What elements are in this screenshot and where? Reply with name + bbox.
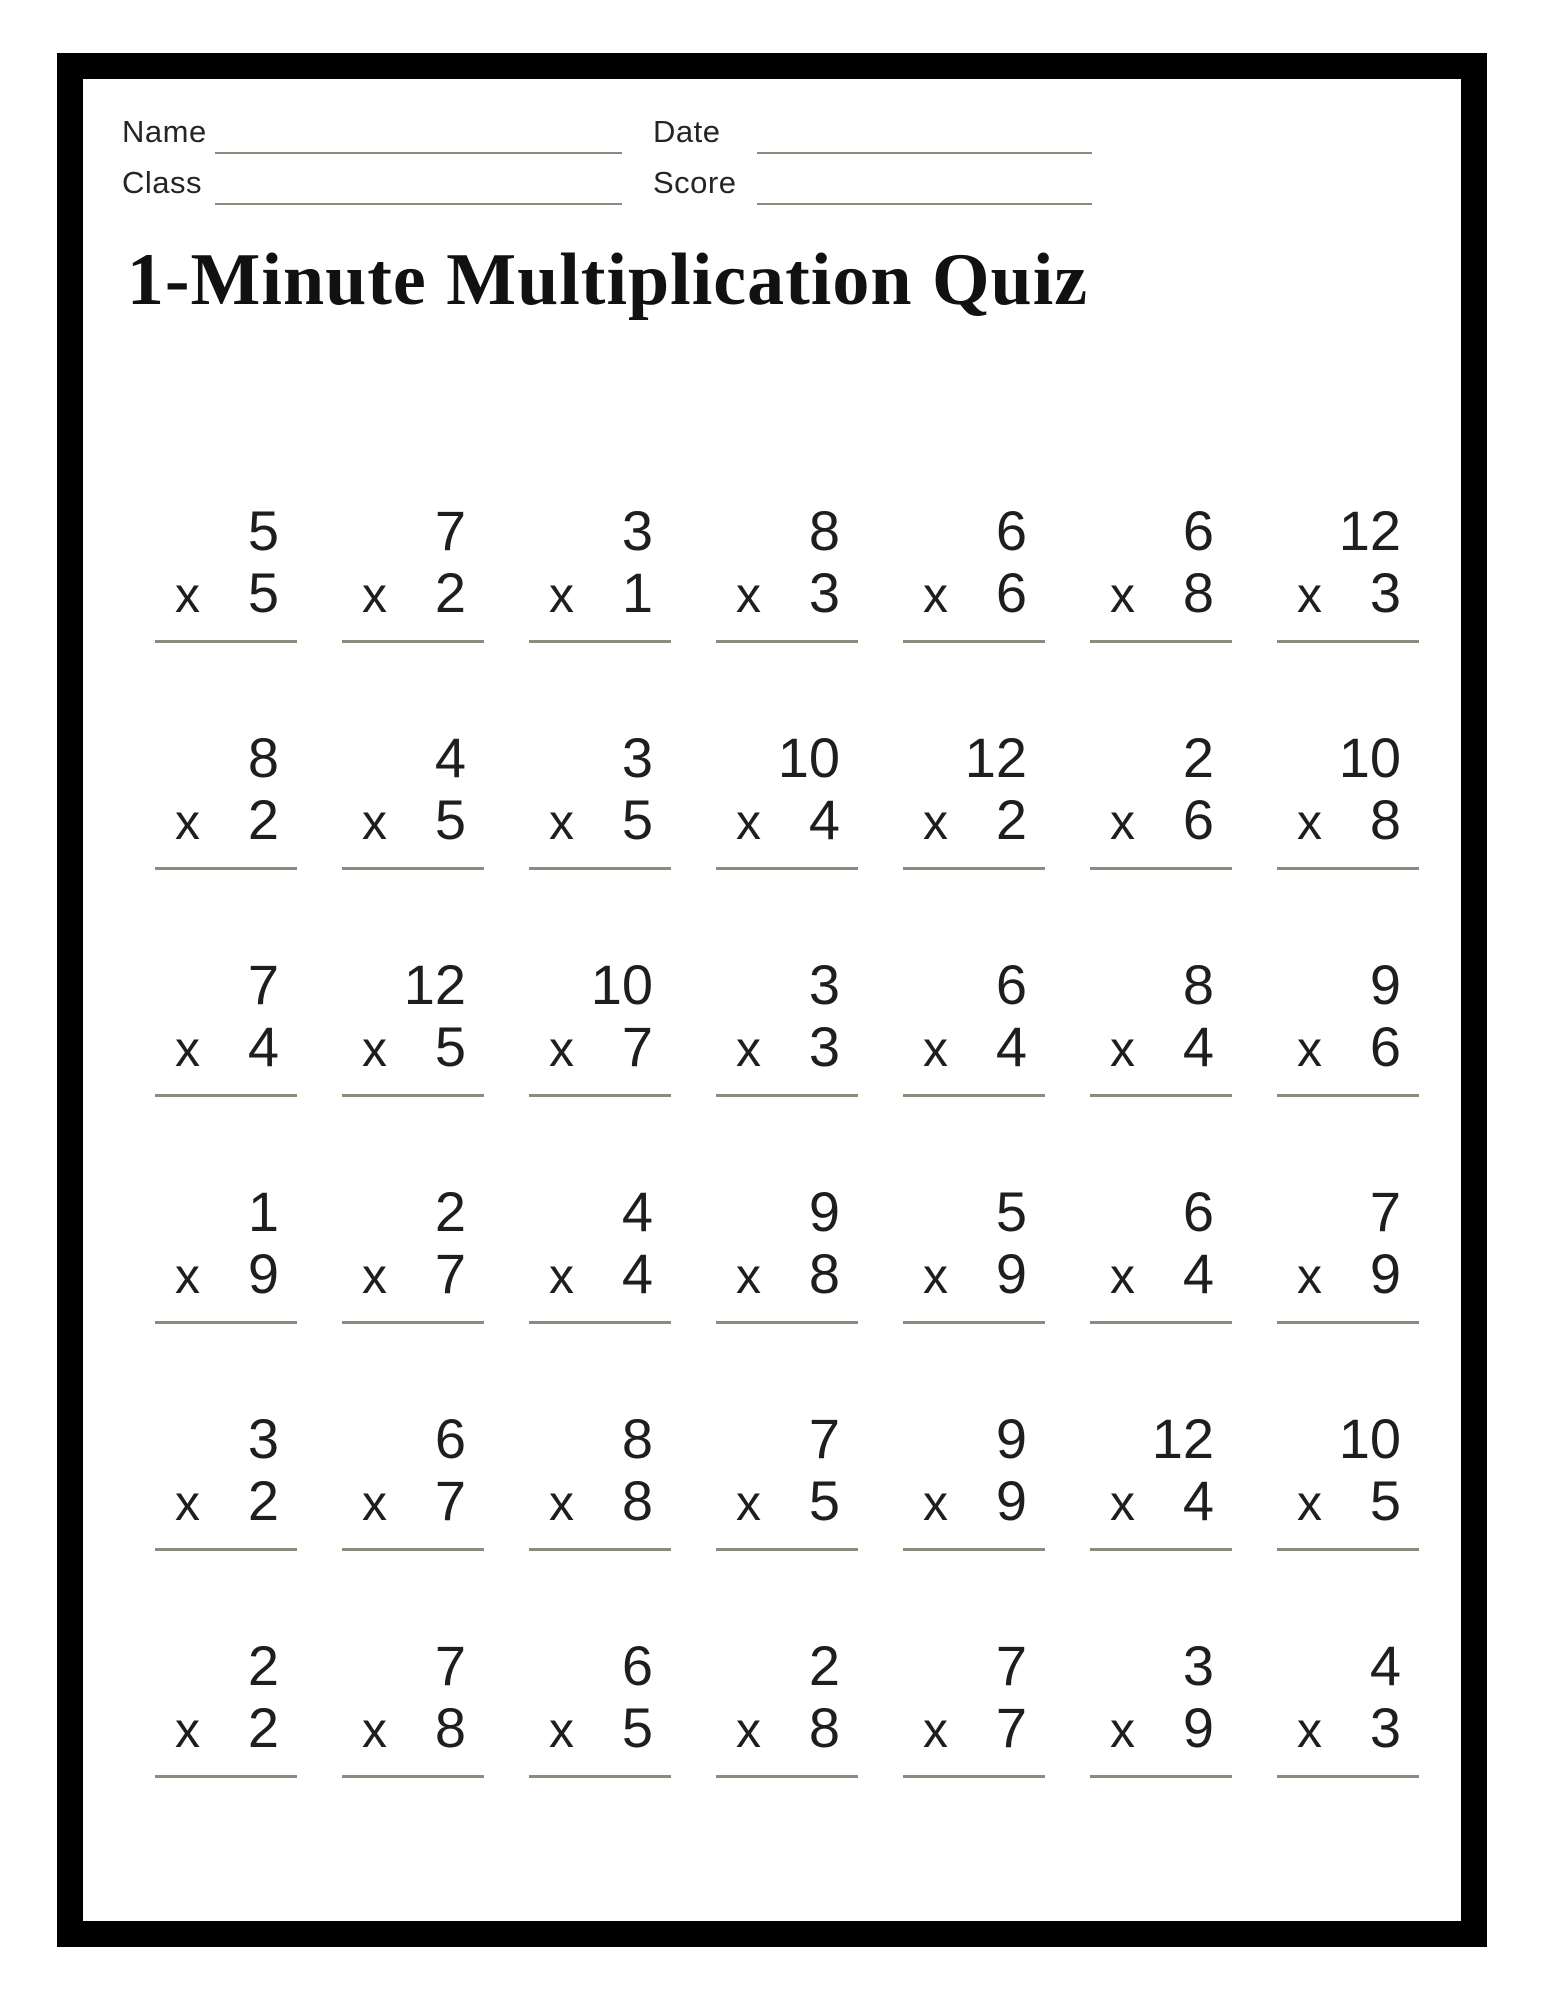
multiply-operator: x (362, 567, 387, 623)
multiplier-row (1090, 789, 1232, 853)
problem-r1-c5 (903, 495, 1045, 643)
multiplier-row (529, 1470, 671, 1534)
header-row-2 (0, 163, 1545, 205)
multiplier: 8 (808, 1696, 840, 1759)
multiply-operator: x (175, 1475, 200, 1531)
multiplicand: 6 (995, 953, 1027, 1016)
multiplier: 6 (995, 561, 1027, 624)
problem-r2-c2 (342, 722, 484, 870)
multiply-operator: x (1110, 1021, 1135, 1077)
answer-line[interactable] (529, 640, 671, 643)
answer-line[interactable] (1090, 1321, 1232, 1324)
multiplicand: 6 (621, 1634, 653, 1697)
multiplicand: 8 (808, 499, 840, 562)
problem-r2-c3 (529, 722, 671, 870)
answer-line[interactable] (1277, 640, 1419, 643)
answer-line[interactable] (529, 1321, 671, 1324)
multiply-operator: x (736, 1248, 761, 1304)
multiplier-row (342, 1697, 484, 1761)
multiplier-row (1277, 1016, 1419, 1080)
multiply-operator: x (549, 1475, 574, 1531)
multiply-operator: x (1297, 794, 1322, 850)
multiplicand: 7 (995, 1634, 1027, 1697)
multiplier-row (716, 1016, 858, 1080)
multiply-operator: x (175, 794, 200, 850)
multiplier: 8 (434, 1696, 466, 1759)
multiply-operator: x (923, 1475, 948, 1531)
multiplicand: 2 (808, 1634, 840, 1697)
multiplier: 9 (247, 1242, 279, 1305)
answer-line[interactable] (903, 1548, 1045, 1551)
multiply-operator: x (923, 1248, 948, 1304)
multiplicand: 9 (1369, 953, 1401, 1016)
multiplier: 7 (434, 1469, 466, 1532)
multiply-operator: x (736, 567, 761, 623)
problem-r5-c1 (155, 1403, 297, 1551)
multiplicand: 12 (964, 726, 1027, 789)
multiplier: 8 (1182, 561, 1214, 624)
multiplicand: 8 (247, 726, 279, 789)
multiplier: 2 (247, 788, 279, 851)
multiplicand: 3 (621, 726, 653, 789)
problems-grid (155, 495, 1419, 1778)
problem-r4-c2 (342, 1176, 484, 1324)
multiply-operator: x (736, 1475, 761, 1531)
multiplicand: 2 (1182, 726, 1214, 789)
answer-line[interactable] (529, 1548, 671, 1551)
multiplier: 6 (1369, 1015, 1401, 1078)
multiplier: 6 (1182, 788, 1214, 851)
multiplier: 8 (621, 1469, 653, 1532)
answer-line[interactable] (903, 1094, 1045, 1097)
multiplier: 5 (808, 1469, 840, 1532)
multiplier-row (903, 562, 1045, 626)
multiplier: 5 (621, 788, 653, 851)
multiplicand: 9 (995, 1407, 1027, 1470)
multiply-operator: x (362, 1702, 387, 1758)
answer-line[interactable] (529, 1094, 671, 1097)
answer-line[interactable] (903, 867, 1045, 870)
multiply-operator: x (923, 567, 948, 623)
multiplier: 3 (1369, 561, 1401, 624)
problem-r6-c1 (155, 1630, 297, 1778)
problem-r2-c6 (1090, 722, 1232, 870)
multiplier-row (1090, 1697, 1232, 1761)
multiplicand: 5 (995, 1180, 1027, 1243)
multiplier: 5 (1369, 1469, 1401, 1532)
multiplier: 9 (995, 1469, 1027, 1532)
multiplier-row (342, 1470, 484, 1534)
multiplier-row (903, 1470, 1045, 1534)
multiplicand: 2 (247, 1634, 279, 1697)
problem-r1-c6 (1090, 495, 1232, 643)
answer-line[interactable] (342, 1321, 484, 1324)
answer-line[interactable] (342, 1548, 484, 1551)
multiply-operator: x (1297, 1248, 1322, 1304)
multiplicand: 5 (247, 499, 279, 562)
page-title: 1-Minute Multiplication Quiz (126, 239, 1089, 321)
multiplicand: 10 (1338, 1407, 1401, 1470)
problem-r5-c3 (529, 1403, 671, 1551)
multiplier-row (716, 789, 858, 853)
problem-r5-c5 (903, 1403, 1045, 1551)
multiplicand: 1 (247, 1180, 279, 1243)
problem-r2-c7 (1277, 722, 1419, 870)
multiplicand: 7 (247, 953, 279, 1016)
answer-line[interactable] (716, 1775, 858, 1778)
score-input-line[interactable] (757, 203, 1092, 205)
multiplier-row (1090, 562, 1232, 626)
multiplier: 4 (1182, 1469, 1214, 1532)
problem-r6-c5 (903, 1630, 1045, 1778)
problem-r5-c7 (1277, 1403, 1419, 1551)
multiply-operator: x (1297, 1475, 1322, 1531)
answer-line[interactable] (1090, 1775, 1232, 1778)
problem-r1-c3 (529, 495, 671, 643)
problem-r2-c4 (716, 722, 858, 870)
multiply-operator: x (1110, 567, 1135, 623)
problem-r4-c5 (903, 1176, 1045, 1324)
multiplier-row (903, 1243, 1045, 1307)
multiplicand: 6 (1182, 1180, 1214, 1243)
multiplier-row (155, 1016, 297, 1080)
multiply-operator: x (362, 1475, 387, 1531)
multiplicand: 4 (621, 1180, 653, 1243)
multiplier: 9 (995, 1242, 1027, 1305)
problem-r5-c2 (342, 1403, 484, 1551)
answer-line[interactable] (342, 640, 484, 643)
multiplier: 4 (621, 1242, 653, 1305)
problem-r4-c4 (716, 1176, 858, 1324)
multiply-operator: x (549, 1248, 574, 1304)
multiplier: 4 (247, 1015, 279, 1078)
answer-line[interactable] (342, 867, 484, 870)
multiply-operator: x (1297, 567, 1322, 623)
multiplicand: 3 (621, 499, 653, 562)
multiply-operator: x (1297, 1021, 1322, 1077)
multiply-operator: x (549, 1021, 574, 1077)
multiplicand: 4 (434, 726, 466, 789)
answer-line[interactable] (716, 1548, 858, 1551)
answer-line[interactable] (716, 1094, 858, 1097)
multiplier-row (1277, 562, 1419, 626)
multiplier: 9 (1369, 1242, 1401, 1305)
problem-r6-c2 (342, 1630, 484, 1778)
problem-r4-c6 (1090, 1176, 1232, 1324)
multiplier-row (342, 789, 484, 853)
problem-r3-c1 (155, 949, 297, 1097)
multiplier: 8 (1369, 788, 1401, 851)
problem-r1-c7 (1277, 495, 1419, 643)
problem-r6-c6 (1090, 1630, 1232, 1778)
problem-r1-c2 (342, 495, 484, 643)
problem-r3-c7 (1277, 949, 1419, 1097)
answer-line[interactable] (1277, 867, 1419, 870)
multiplicand: 2 (434, 1180, 466, 1243)
multiply-operator: x (362, 1248, 387, 1304)
problem-r1-c1 (155, 495, 297, 643)
answer-line[interactable] (155, 640, 297, 643)
header-row-1 (0, 112, 1545, 154)
problem-r4-c3 (529, 1176, 671, 1324)
multiplicand: 7 (434, 499, 466, 562)
multiplicand: 12 (1151, 1407, 1214, 1470)
problem-r4-c1 (155, 1176, 297, 1324)
multiplier: 7 (621, 1015, 653, 1078)
multiplicand: 7 (808, 1407, 840, 1470)
multiplier: 5 (434, 788, 466, 851)
multiplier-row (529, 1016, 671, 1080)
answer-line[interactable] (1277, 1321, 1419, 1324)
answer-line[interactable] (155, 1094, 297, 1097)
answer-line[interactable] (529, 867, 671, 870)
multiply-operator: x (1110, 794, 1135, 850)
multiply-operator: x (923, 794, 948, 850)
multiply-operator: x (736, 1021, 761, 1077)
multiplier: 7 (995, 1696, 1027, 1759)
answer-line[interactable] (1277, 1548, 1419, 1551)
multiplier: 9 (1182, 1696, 1214, 1759)
score-label: Score (653, 165, 737, 200)
multiplier-row (1090, 1243, 1232, 1307)
answer-line[interactable] (155, 1548, 297, 1551)
answer-line[interactable] (155, 867, 297, 870)
problem-r1-c4 (716, 495, 858, 643)
multiplier-row (155, 1697, 297, 1761)
multiply-operator: x (1110, 1702, 1135, 1758)
multiply-operator: x (1297, 1702, 1322, 1758)
class-input-line[interactable] (215, 203, 622, 205)
answer-line[interactable] (903, 1321, 1045, 1324)
answer-line[interactable] (342, 1775, 484, 1778)
multiplicand: 12 (403, 953, 466, 1016)
multiplicand: 7 (1369, 1180, 1401, 1243)
multiplier-row (1277, 1697, 1419, 1761)
answer-line[interactable] (155, 1775, 297, 1778)
multiplier: 7 (434, 1242, 466, 1305)
multiplier-row (155, 789, 297, 853)
multiply-operator: x (923, 1702, 948, 1758)
problem-r6-c3 (529, 1630, 671, 1778)
multiplier: 2 (247, 1469, 279, 1532)
problem-r3-c6 (1090, 949, 1232, 1097)
multiplicand: 10 (777, 726, 840, 789)
multiplier: 3 (1369, 1696, 1401, 1759)
answer-line[interactable] (1090, 640, 1232, 643)
multiplier-row (1090, 1470, 1232, 1534)
multiplicand: 6 (434, 1407, 466, 1470)
answer-line[interactable] (903, 640, 1045, 643)
multiplier-row (903, 1697, 1045, 1761)
multiply-operator: x (1110, 1248, 1135, 1304)
answer-line[interactable] (716, 640, 858, 643)
multiplier-row (716, 562, 858, 626)
multiplier-row (529, 789, 671, 853)
multiplier: 8 (808, 1242, 840, 1305)
problem-r2-c1 (155, 722, 297, 870)
multiplicand: 3 (1182, 1634, 1214, 1697)
problem-r6-c7 (1277, 1630, 1419, 1778)
multiply-operator: x (549, 794, 574, 850)
multiplier-row (529, 1697, 671, 1761)
multiply-operator: x (736, 794, 761, 850)
multiplier-row (529, 1243, 671, 1307)
problem-r3-c3 (529, 949, 671, 1097)
multiply-operator: x (175, 1021, 200, 1077)
multiplier-row (1090, 1016, 1232, 1080)
multiplier: 3 (808, 561, 840, 624)
class-label: Class (122, 165, 203, 200)
multiplier-row (155, 1470, 297, 1534)
multiplier-row (903, 789, 1045, 853)
multiplicand: 7 (434, 1634, 466, 1697)
multiplier: 4 (995, 1015, 1027, 1078)
problem-r3-c2 (342, 949, 484, 1097)
answer-line[interactable] (903, 1775, 1045, 1778)
multiplicand: 3 (808, 953, 840, 1016)
multiplier-row (1277, 1243, 1419, 1307)
multiply-operator: x (362, 794, 387, 850)
multiply-operator: x (549, 1702, 574, 1758)
multiplier-row (716, 1243, 858, 1307)
multiplier-row (716, 1470, 858, 1534)
multiplier-row (342, 562, 484, 626)
multiplier-row (903, 1016, 1045, 1080)
multiplicand: 9 (808, 1180, 840, 1243)
name-input-line[interactable] (215, 152, 622, 154)
date-input-line[interactable] (757, 152, 1092, 154)
multiplier: 4 (808, 788, 840, 851)
answer-line[interactable] (342, 1094, 484, 1097)
answer-line[interactable] (716, 1321, 858, 1324)
multiplier: 5 (434, 1015, 466, 1078)
multiplier: 2 (434, 561, 466, 624)
multiplier-row (155, 1243, 297, 1307)
answer-line[interactable] (155, 1321, 297, 1324)
multiplier: 2 (247, 1696, 279, 1759)
problem-r5-c6 (1090, 1403, 1232, 1551)
multiplicand: 12 (1338, 499, 1401, 562)
multiply-operator: x (362, 1021, 387, 1077)
problem-r2-c5 (903, 722, 1045, 870)
multiply-operator: x (175, 1248, 200, 1304)
multiplier-row (342, 1016, 484, 1080)
answer-line[interactable] (1090, 1548, 1232, 1551)
multiplicand: 8 (621, 1407, 653, 1470)
multiplier: 5 (621, 1696, 653, 1759)
multiplicand: 8 (1182, 953, 1214, 1016)
answer-line[interactable] (529, 1775, 671, 1778)
multiplicand: 10 (590, 953, 653, 1016)
problem-r6-c4 (716, 1630, 858, 1778)
multiplier-row (529, 562, 671, 626)
problem-r3-c5 (903, 949, 1045, 1097)
answer-line[interactable] (716, 867, 858, 870)
multiplier: 1 (621, 561, 653, 624)
multiplier: 4 (1182, 1242, 1214, 1305)
multiply-operator: x (175, 567, 200, 623)
problem-r4-c7 (1277, 1176, 1419, 1324)
multiply-operator: x (175, 1702, 200, 1758)
multiply-operator: x (736, 1702, 761, 1758)
multiplier: 2 (995, 788, 1027, 851)
multiplier-row (716, 1697, 858, 1761)
answer-line[interactable] (1277, 1094, 1419, 1097)
multiplier-row (155, 562, 297, 626)
answer-line[interactable] (1277, 1775, 1419, 1778)
multiplier: 4 (1182, 1015, 1214, 1078)
multiplier: 5 (247, 561, 279, 624)
answer-line[interactable] (1090, 1094, 1232, 1097)
name-label: Name (122, 114, 207, 149)
problem-r5-c4 (716, 1403, 858, 1551)
multiplier-row (1277, 789, 1419, 853)
multiplicand: 10 (1338, 726, 1401, 789)
multiply-operator: x (1110, 1475, 1135, 1531)
date-label: Date (653, 114, 721, 149)
multiplicand: 4 (1369, 1634, 1401, 1697)
multiplier-row (1277, 1470, 1419, 1534)
problem-r3-c4 (716, 949, 858, 1097)
multiplicand: 3 (247, 1407, 279, 1470)
multiplier-row (342, 1243, 484, 1307)
multiply-operator: x (549, 567, 574, 623)
multiplier: 3 (808, 1015, 840, 1078)
multiply-operator: x (923, 1021, 948, 1077)
multiplicand: 6 (1182, 499, 1214, 562)
multiplicand: 6 (995, 499, 1027, 562)
answer-line[interactable] (1090, 867, 1232, 870)
